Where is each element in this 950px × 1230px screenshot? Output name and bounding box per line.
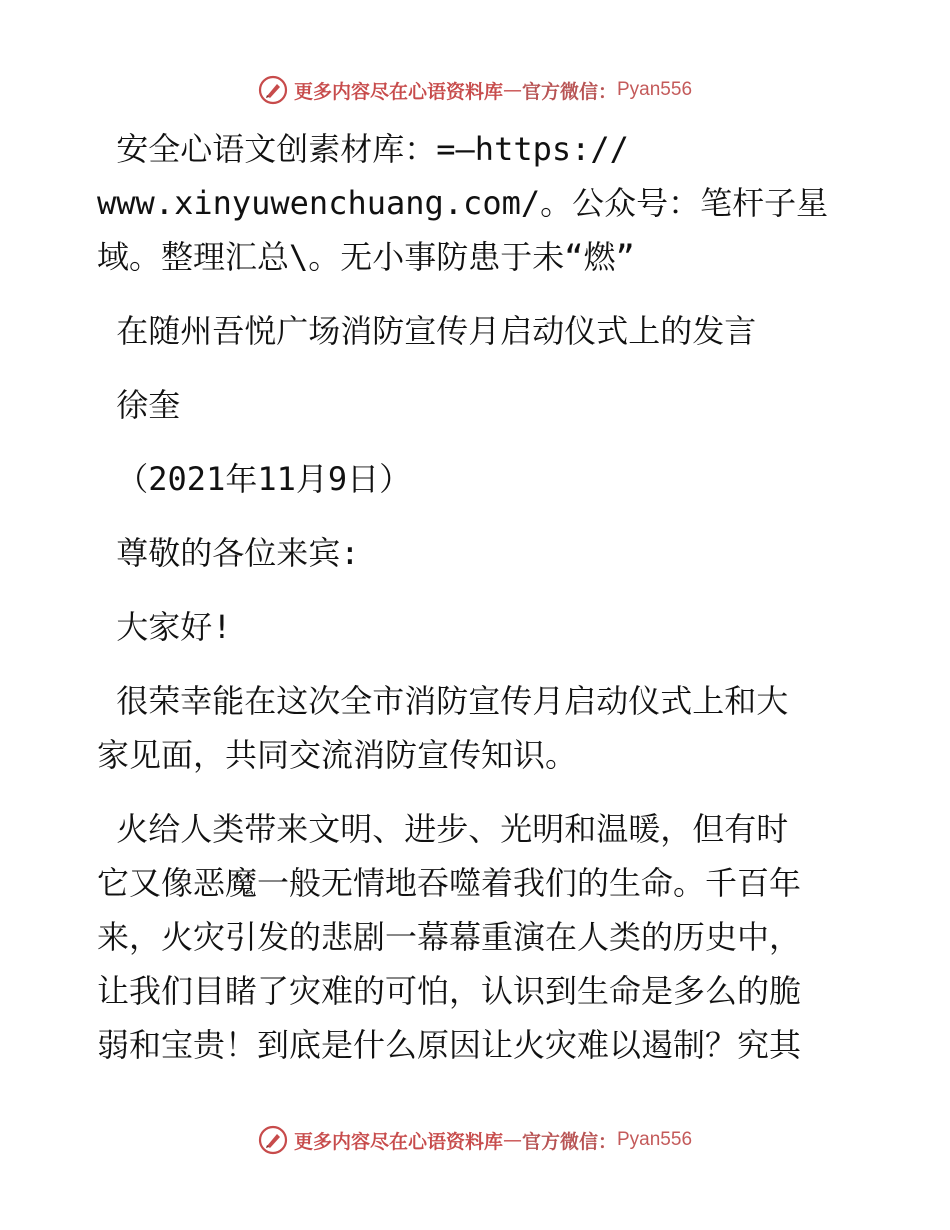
document-author: 徐奎 bbox=[97, 386, 181, 424]
pen-nib-logo-icon bbox=[258, 75, 288, 105]
banner-main-text: 更多内容尽在心语资料库 bbox=[293, 1130, 503, 1153]
intro-line: www.xinyuwenchuang.com/。公众号：笔杆子星 bbox=[97, 184, 829, 222]
intro-line: 域。整理汇总\。无小事防患于未“燃” bbox=[97, 238, 635, 276]
paragraph-2-line: 弱和宝贵！到底是什么原因让火灾难以遏制？究其 bbox=[97, 1026, 802, 1064]
paragraph-2-line: 它又像恶魔一般无情地吞噬着我们的生命。千百年 bbox=[97, 864, 802, 902]
footer-banner bbox=[0, 1120, 950, 1160]
banner-dash: — bbox=[502, 1129, 522, 1151]
greeting: 大家好! bbox=[97, 608, 232, 646]
paragraph-2-line: 来，火灾引发的悲剧一幕幕重演在人类的历史中， bbox=[97, 918, 802, 956]
paragraph-2-line: 让我们目睹了灾难的可怕，认识到生命是多么的脆 bbox=[97, 972, 802, 1010]
banner-main-text: 更多内容尽在心语资料库 bbox=[293, 80, 503, 103]
document-body bbox=[97, 122, 857, 1072]
pen-nib-logo-icon bbox=[258, 1125, 288, 1155]
document-title: 在随州吾悦广场消防宣传月启动仪式上的发言 bbox=[97, 312, 757, 350]
paragraph-1-line: 家见面，共同交流消防宣传知识。 bbox=[97, 736, 578, 774]
document-date: （2021年11月9日） bbox=[97, 460, 412, 498]
header-banner bbox=[0, 70, 950, 110]
banner-wechat-label: 官方微信： bbox=[521, 1130, 617, 1153]
paragraph-1-line: 很荣幸能在这次全市消防宣传月启动仪式上和大 bbox=[97, 682, 789, 720]
banner-dash: — bbox=[502, 79, 522, 101]
banner-wechat-id: Pyan556 bbox=[617, 1129, 693, 1150]
salutation: 尊敬的各位来宾: bbox=[97, 534, 360, 572]
banner-wechat-label: 官方微信： bbox=[521, 80, 617, 103]
banner-wechat-id: Pyan556 bbox=[617, 79, 693, 100]
paragraph-2-line: 火给人类带来文明、进步、光明和温暖，但有时 bbox=[97, 810, 789, 848]
intro-line: 安全心语文创素材库：=—https:// bbox=[97, 130, 629, 168]
